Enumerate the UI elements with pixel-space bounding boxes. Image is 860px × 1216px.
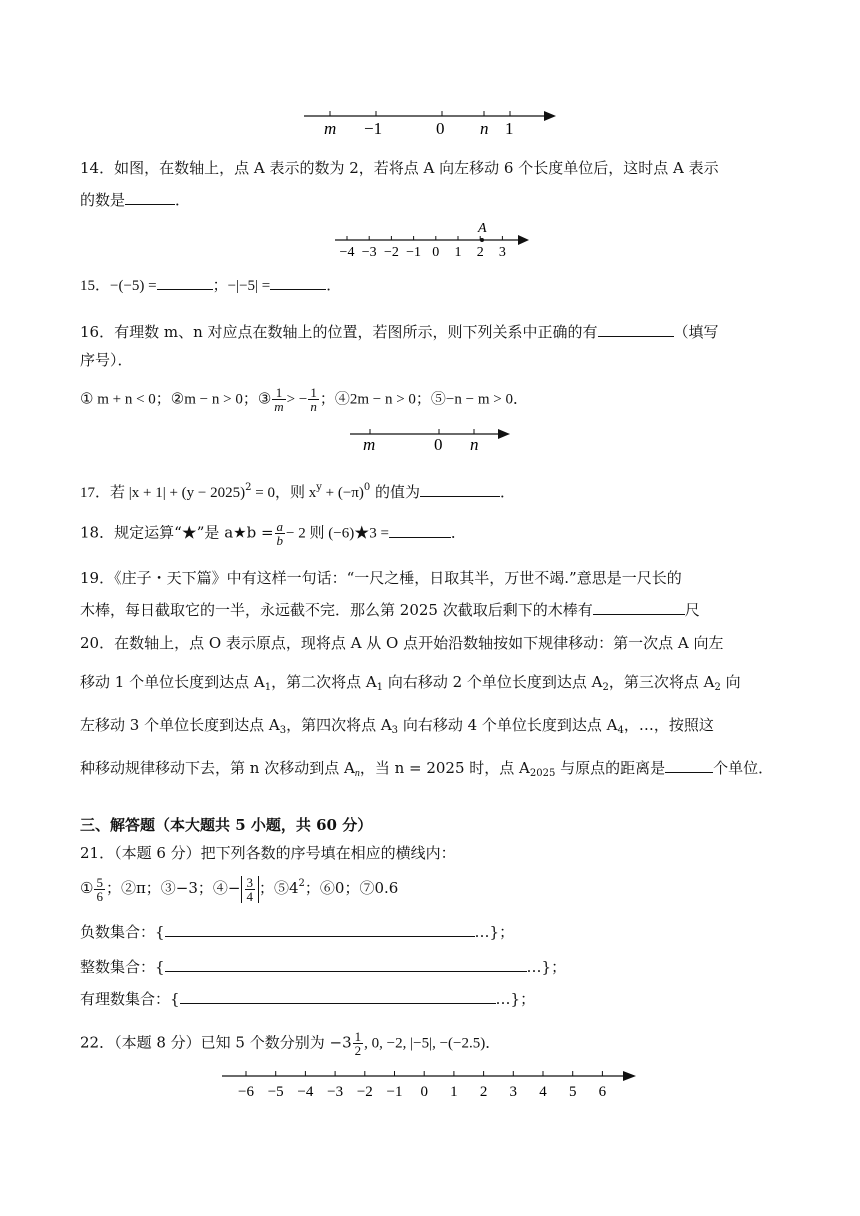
q21-abs [241, 876, 260, 903]
q14-tick-label: −3 [361, 245, 377, 260]
q21-o5-sup: 2 [298, 878, 305, 889]
q22-tick-label: −6 [238, 1084, 254, 1100]
q18-blank[interactable] [389, 523, 451, 538]
q21-options [80, 874, 398, 903]
q20-sub3b: 3 [391, 725, 399, 736]
q21-line1: 21．（本题 6 分）把下列各数的序号填在相应的横线内： [80, 844, 456, 862]
q21-frac1-den: 6 [96, 888, 103, 904]
q22-tick-label: −2 [356, 1084, 373, 1100]
q14-tick-label: 1 [454, 245, 462, 260]
q22-tick-label: 4 [539, 1084, 547, 1100]
q20-subn: n [354, 768, 360, 779]
q15-blank2[interactable] [270, 275, 326, 290]
q21-frac1-num: 5 [96, 874, 103, 890]
q21-int-close: }； [541, 958, 567, 976]
q21-rat-label: 有理数集合：{ [80, 990, 180, 1008]
number-line-q22 [222, 1066, 642, 1102]
number-line-q14 [335, 218, 535, 260]
label-neg1: −1 [364, 119, 383, 138]
q19-blank[interactable] [593, 600, 685, 615]
q16-label-0: 0 [434, 435, 443, 454]
q16-frac2 [308, 386, 319, 413]
q14-blank[interactable] [125, 190, 175, 205]
q20-l2a: 移动 1 个单位长度到达点 A [80, 673, 265, 691]
q22-tick-label: −4 [297, 1084, 314, 1100]
q18-pre: 18．规定运算“★”是 a★b = [80, 523, 274, 542]
point-a-label: A [478, 221, 487, 236]
q14-line2 [80, 190, 190, 210]
q21-neg-close: }； [489, 923, 515, 941]
q19-text: 木棒，每日截取它的一半，永远截不完．那么第 2025 次截取后剩下的木棒有 [80, 601, 593, 619]
q16-text: 16．有理数 m、n 对应点在数轴上的位置，若图所示，则下列关系中正确的有 [80, 323, 598, 341]
q17-mid2: + (−π) [321, 485, 364, 501]
q17-mid: = 0，则 x [251, 485, 317, 501]
q16-frac1-den: m [274, 399, 284, 414]
q20-l4b: ，当 n = 2025 时，点 A [359, 759, 530, 777]
q21-int-ellipsis: … [526, 958, 542, 976]
q22-post: , 0, −2, |−5|, −(−2.5)． [364, 1035, 501, 1052]
q22-frac [353, 1030, 364, 1057]
label-m: m [324, 119, 337, 138]
q21-frac2-den: 4 [246, 888, 253, 904]
q21-rat-blank[interactable] [180, 989, 496, 1004]
q16-label-m: m [363, 435, 376, 454]
q21-rat-close: }； [510, 990, 536, 1008]
q21-neg-ellipsis: … [474, 923, 490, 941]
q20-sub2b: 2 [714, 682, 721, 693]
q14-tick-label: −2 [383, 245, 399, 260]
q18-frac-num: a [276, 519, 284, 534]
q15-blank1[interactable] [157, 275, 213, 290]
q21-o5: ；⑤4 [259, 879, 299, 897]
q20-l4c: 与原点的距离是 [555, 759, 666, 777]
q20-line1: 20．在数轴上，点 O 表示原点，现将点 A 从 O 点开始沿数轴按如下规律移动：第一次点 A 向左 [80, 634, 724, 652]
q20-l3d: ，…，按照这 [623, 716, 714, 734]
q20-sub1a: 1 [264, 682, 272, 693]
q20-l4a: 种移动规律移动下去，第 n 次移动到点 A [80, 759, 355, 777]
q22-tick-label: 1 [450, 1084, 458, 1100]
q16-line2: 序号）． [80, 351, 133, 369]
q22-tick-label: 5 [568, 1084, 577, 1100]
q20-l2c: 向右移动 2 个单位长度到达点 A [383, 673, 603, 691]
q14-tick-label: −1 [406, 245, 422, 260]
q21-rational-set [80, 989, 535, 1009]
q21-negative-set [80, 922, 514, 942]
q19-end: 尺 [684, 601, 700, 619]
q20-l2e: 向 [720, 673, 741, 691]
q18-frac [275, 520, 286, 547]
q20-sub1b: 1 [376, 682, 384, 693]
q21-integer-set [80, 957, 566, 977]
q22-tick-label: −5 [267, 1084, 284, 1100]
q21-o2: ；②π；③−3；④− [105, 879, 241, 897]
q16-opt3-mid: > − [286, 391, 308, 408]
q14-tick-label: −4 [339, 245, 355, 260]
q20-sub2a: 2 [602, 682, 609, 693]
q22-frac-num: 1 [354, 1029, 362, 1044]
q17-sup1: 2 [245, 482, 252, 493]
q20-l4d: 个单位． [713, 759, 774, 777]
q18-end: ． [450, 523, 466, 542]
q20-l3a: 左移动 3 个单位长度到达点 A [80, 716, 280, 734]
q16-frac2-num: 1 [310, 385, 317, 400]
q20-l3b: ，第四次将点 A [286, 716, 392, 734]
q20-sub3a: 3 [279, 725, 287, 736]
q21-o6: ；⑥0；⑦0.6 [304, 879, 399, 897]
q15-line [80, 275, 341, 296]
number-line-q16 [348, 424, 518, 454]
number-line-top [300, 104, 560, 136]
q15-part1: 15．−(−5) = [80, 278, 157, 294]
q21-neg-label: 负数集合：{ [80, 923, 165, 941]
q16-opt1: ① m + n < 0；②m − n > 0；③ [80, 391, 272, 408]
q17-post: 的值为 [370, 483, 421, 501]
q16-options [80, 386, 528, 413]
point-a-dot [480, 238, 484, 242]
q17-sup2: y [316, 482, 322, 493]
q22-pre: 22．（本题 8 分）已知 5 个数分别为 −3 [80, 1033, 352, 1052]
q20-line4 [80, 758, 773, 784]
q22-tick-label: 0 [420, 1084, 428, 1100]
q21-frac2 [245, 876, 256, 903]
q17-pre: 17．若 |x + 1| + (y − 2025) [80, 485, 246, 501]
q20-line3 [80, 715, 714, 741]
q20-blank[interactable] [665, 758, 713, 773]
q20-l2b: ，第二次将点 A [271, 673, 377, 691]
q16-frac1 [272, 386, 285, 413]
q17-sup3: 0 [363, 482, 371, 493]
q17-line [80, 478, 515, 503]
q22-line [80, 1030, 500, 1057]
q21-o1: ① [80, 879, 94, 897]
q15-end: ． [326, 276, 342, 294]
q20-line2 [80, 672, 741, 698]
q22-tick-label: 2 [479, 1084, 488, 1100]
q16-blank[interactable] [598, 322, 674, 337]
q16-opt-rest: ；④2m − n > 0；⑤−n − m > 0． [319, 391, 528, 408]
q21-rat-ellipsis: … [495, 990, 511, 1008]
q22-tick-label: 3 [509, 1084, 518, 1100]
q18-line [80, 520, 466, 547]
q14-tick-label: 3 [498, 245, 506, 260]
q15-part2: ；−|−5| = [212, 278, 271, 294]
q18-frac-den: b [276, 533, 284, 548]
q14-text: 的数是 [80, 191, 126, 209]
q16-frac1-num: 1 [272, 386, 285, 400]
q19-line1: 19．《庄子・天下篇》中有这样一句话：“一尺之棰，日取其半，万世不竭.”意思是一尺长的 [80, 569, 682, 587]
label-0: 0 [436, 119, 445, 138]
q19-line2 [80, 600, 700, 620]
q21-neg-blank[interactable] [165, 922, 475, 937]
q21-int-label: 整数集合：{ [80, 958, 165, 976]
q20-sub2025: 2025 [529, 768, 556, 779]
q22-tick-label: −3 [327, 1084, 344, 1100]
section-3-title: 三、解答题（本大题共 5 小题，共 60 分） [80, 816, 373, 834]
q14-line1: 14．如图，在数轴上，点 A 表示的数为 2，若将点 A 向左移动 6 个长度单位后，这时点 A 表示 [80, 159, 719, 177]
q16-label-n: n [470, 435, 479, 454]
label-1: 1 [505, 119, 514, 138]
label-n: n [480, 119, 489, 138]
q18-post: − 2 则 (−6)★3 = [286, 525, 389, 542]
q16-frac2-den: n [310, 399, 317, 414]
q20-sub4: 4 [617, 725, 624, 736]
q16-text-end: （填写 [673, 323, 719, 341]
q22-tick-label: −1 [386, 1084, 403, 1100]
q14-tick-label: 2 [476, 245, 484, 260]
q21-frac2-num: 3 [246, 874, 253, 890]
q17-blank[interactable] [420, 482, 500, 497]
q22-frac-den: 2 [354, 1043, 362, 1058]
q17-end: ． [500, 483, 516, 501]
q16-line1 [80, 322, 719, 342]
q21-int-blank[interactable] [165, 957, 527, 972]
q14-tick-label: 0 [432, 245, 440, 260]
q20-l3c: 向右移动 4 个单位长度到达点 A [398, 716, 618, 734]
q22-tick-label: 6 [598, 1084, 607, 1100]
q20-l2d: ，第三次将点 A [608, 673, 715, 691]
q14-end: ． [175, 191, 191, 209]
q21-frac1 [94, 876, 105, 903]
